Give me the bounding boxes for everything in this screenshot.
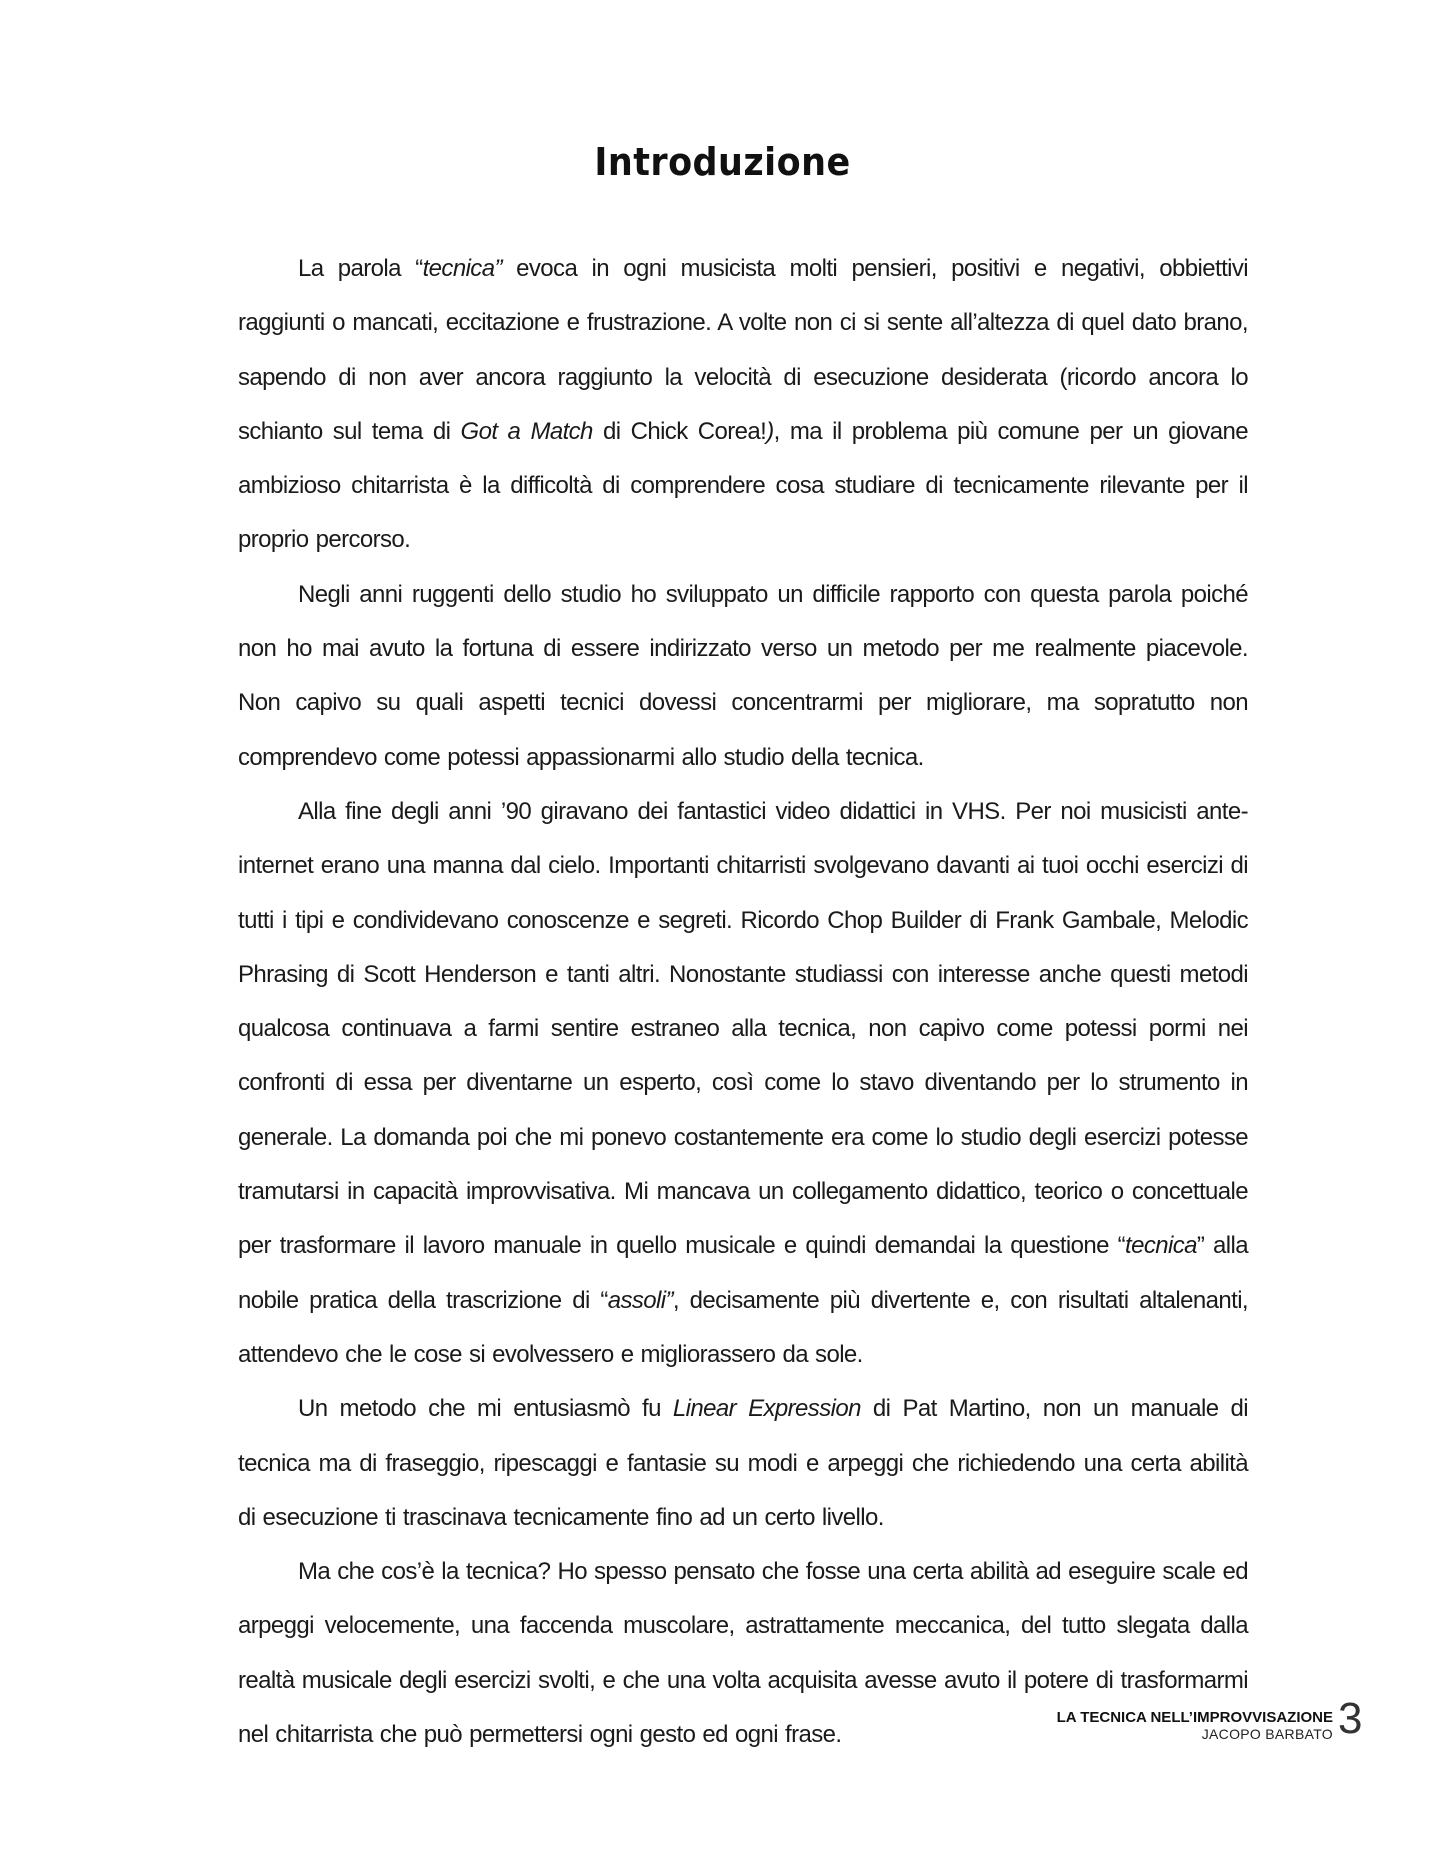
paragraph [238,568,1248,785]
footer-book-title: LA TECNICA NELL’IMPROVVISAZIONE [1056,1709,1333,1726]
italic-text-run: tecnica” [422,255,502,282]
italic-text-run: ) [766,417,774,445]
text-run: Un metodo che mi entusiasmò fu [298,1395,673,1423]
italic-text-run: assoli” [607,1286,673,1314]
text-run: , ma il problema più comune per un giovane ambizioso chitarrista è la difficoltà di comprendere cosa studiare di tecnicamente rilevante per il proprio percorso. [238,417,1249,554]
text-run: ” alla nobile pratica della trascrizione di “ [238,1232,1248,1314]
text-run: evoca in ogni musicista molti pensieri, positivi e negativi, obbiettivi raggiunti o mancati, eccitazione e frustrazione. A volte non ci si sente all’altezza di quel dato brano, sapendo di non aver ancora raggiunto la velocità di esecuzione desiderata (ricordo ancora lo schianto sul tema di [238,255,1248,445]
page-title: Introduzione [594,140,851,184]
footer-author: JACOPO BARBATO [1201,1726,1333,1742]
paragraph [238,785,1248,1382]
text-run: Negli anni ruggenti dello studio ho sviluppato un difficile rapporto con questa parola poiché non ho mai avuto la fortuna di essere indirizzato verso un metodo per me realmente piacevole. Non capivo su quali aspetti tecnici dovessi concentrarmi per migliorare, ma sopratutto non comprendevo come potessi appassionarmi allo studio della tecnica. [238,580,1248,771]
text-run: La parola “ [298,255,423,282]
text-run: Ma che cos’è la tecnica? Ho spesso pensato che fosse una certa abilità ad eseguire scale ed arpeggi velocemente, una faccenda muscolare, astrattamente meccanica, del tutto slegata dalla realtà musicale degli esercizi svolti, e che una volta acquisita avesse avuto il potere di trasformarmi nel chitarrista che può permettersi ogni gesto ed ogni frase. [238,1558,1248,1749]
running-footer [1057,1710,1333,1742]
page-number: 3 [1338,1694,1363,1743]
text-run: di Chick Corea! [592,417,767,445]
paragraph [238,1382,1248,1545]
italic-text-run: Linear Expression [672,1395,861,1423]
italic-text-run: Got a Match [460,417,593,445]
text-run: , decisamente più divertente e, con risultati altalenanti, attendevo che le cose si evolvessero e migliorassero da sole. [238,1286,1249,1368]
body-text [238,242,1248,1762]
text-run: di Pat Martino, non un manuale di tecnica ma di fraseggio, ripescaggi e fantasie su modi e arpeggi che richiedendo una certa abilità di esecuzione ti trascinava tecnicamente fino ad un certo livello. [238,1395,1249,1531]
paragraph [238,242,1248,568]
text-run: Alla fine degli anni ’90 giravano dei fantastici video didattici in VHS. Per noi musicisti ante-internet erano una manna dal cielo. Importanti chitarristi svolgevano davanti ai tuoi occhi esercizi di tutti i tipi e condividevano conoscenze e segreti. Ricordo Chop Builder di Frank Gambale, Melodic Phrasing di Scott Henderson e tanti altri. Nonostante studiassi con interesse anche questi metodi qualcosa continuava a farmi sentire estraneo alla tecnica, non capivo come potessi pormi nei confronti di essa per diventarne un esperto, così come lo stavo diventando per lo strumento in generale. La domanda poi che mi ponevo costantemente era come lo studio degli esercizi potesse tramutarsi in capacità improvvisativa. Mi mancava un collegamento didattico, teorico o concettuale per trasformare il lavoro manuale in quello musicale e quindi demandai la questione “ [238,797,1248,1260]
italic-text-run: tecnica [1125,1232,1197,1260]
